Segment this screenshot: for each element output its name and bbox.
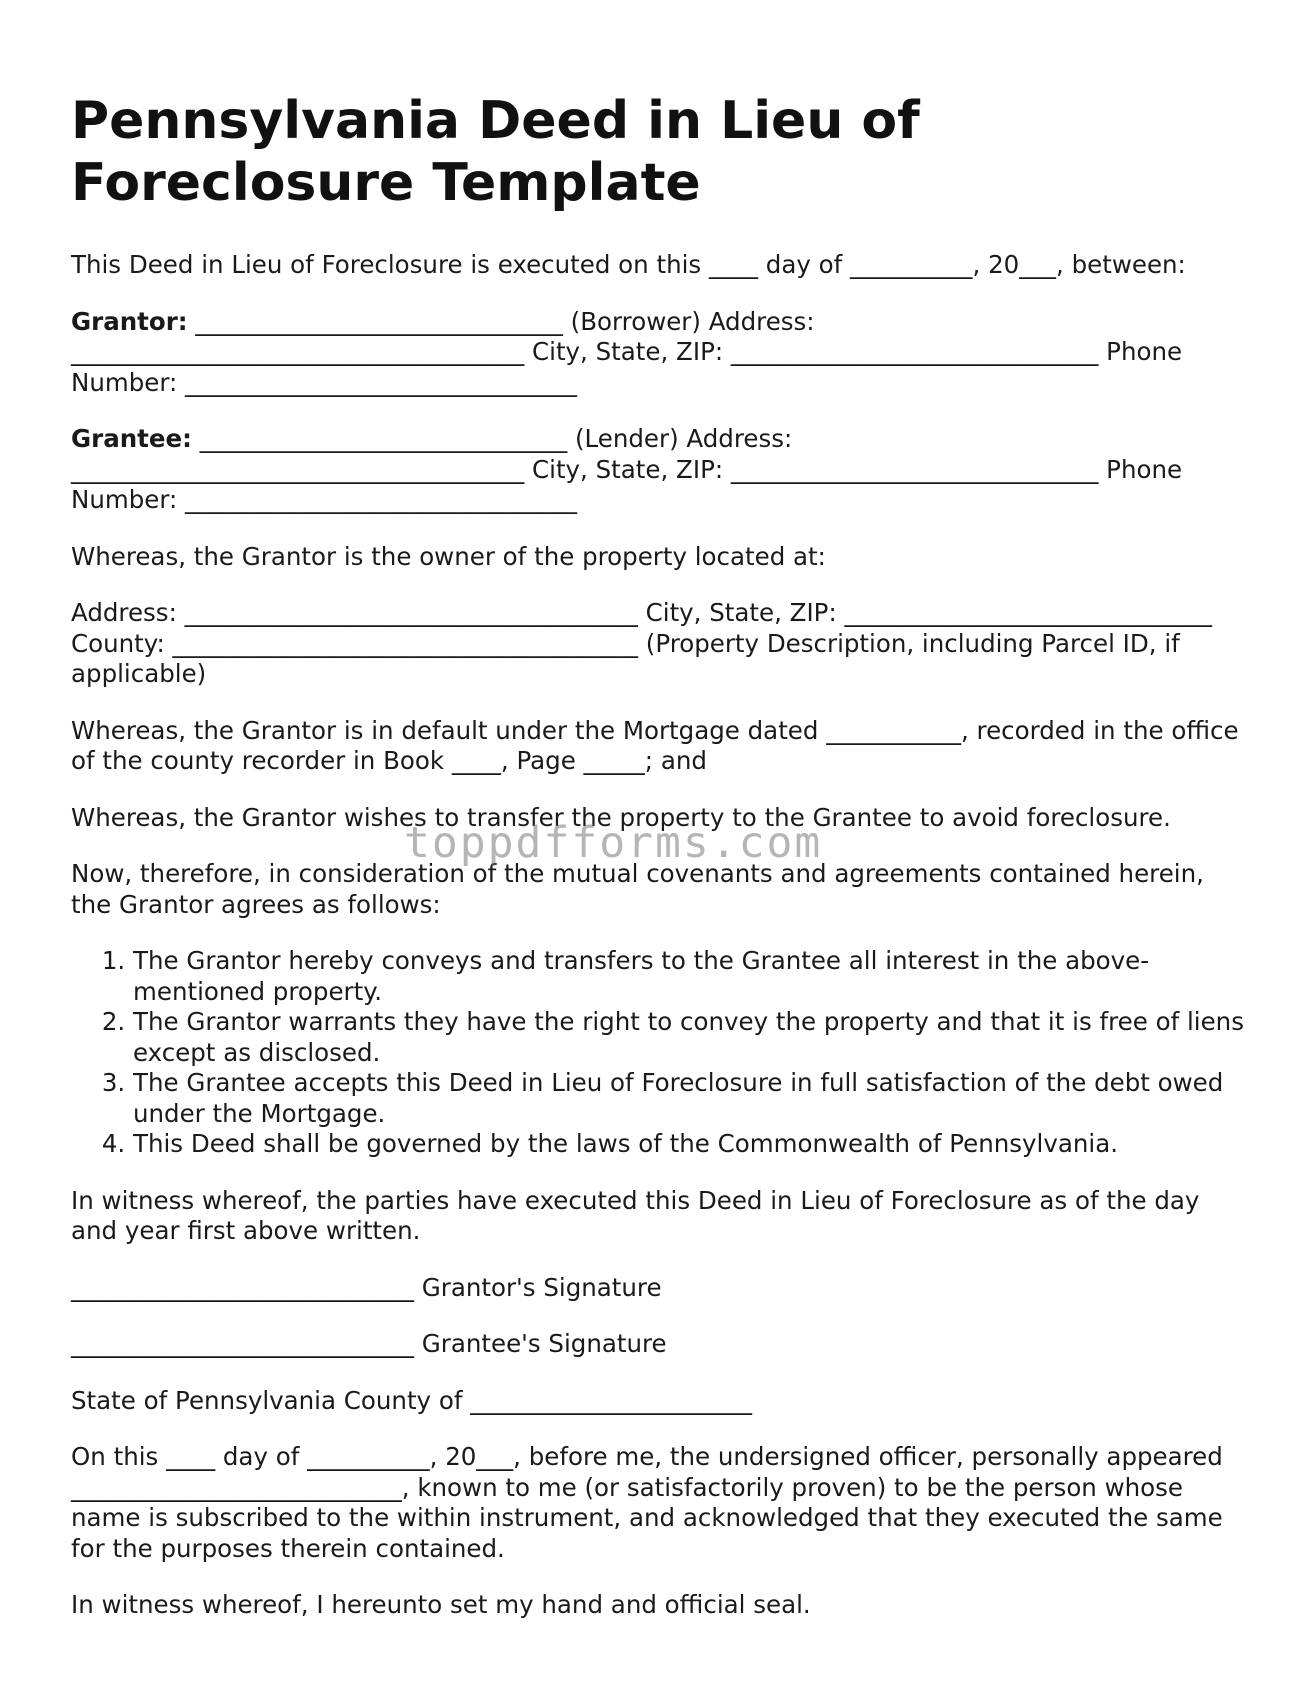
notary-paragraph: On this ____ day of __________, 20___, before me, the undersigned officer, personally appeared ___________________________, known to me (or satisfactorily proven) to be the person whose name is subscribed to the within instrument, and acknowledged that they executed the same for the purposes therein contained. [71, 1442, 1223, 1563]
intro-paragraph: This Deed in Lieu of Foreclosure is executed on this ____ day of __________, 20___, between: [71, 250, 1186, 279]
grantee-signature-line: ____________________________ Grantee's Signature [71, 1329, 667, 1358]
grantor-block [71, 307, 1251, 399]
witness-parties-paragraph: In witness whereof, the parties have executed this Deed in Lieu of Foreclosure as of the day and year first above written. [71, 1185, 1200, 1245]
whereas-default-paragraph: Whereas, the Grantor is in default under the Mortgage dated ___________, recorded in the office of the county recorder in Book ____, Page _____; and [71, 715, 1239, 775]
witness-seal-paragraph: In witness whereof, I hereunto set my hand and official seal. [71, 1590, 811, 1619]
whereas-owner-paragraph: Whereas, the Grantor is the owner of the property located at: [71, 541, 826, 571]
term-item: 4. This Deed shall be governed by the laws of the Commonwealth of Pennsylvania. [133, 1129, 1251, 1160]
property-paragraph: Address: _____________________________________ City, State, ZIP: ______________________________ County: ______________________________________ (Property Description, including Parcel ID, if applicable) [71, 598, 1212, 688]
watermark-text: toppdfforms.com [404, 818, 823, 868]
terms-list [71, 946, 1251, 1160]
whereas-transfer-paragraph: Whereas, the Grantor wishes to transfer the property to the Grantee to avoid foreclosure. [71, 802, 1171, 832]
term-item: 3. The Grantee accepts this Deed in Lieu of Foreclosure in full satisfaction of the debt owed under the Mortgage. [133, 1068, 1251, 1129]
term-item: 2. The Grantor warrants they have the right to convey the property and that it is free of liens except as disclosed. [133, 1007, 1251, 1068]
document-page [71, 90, 1251, 1647]
grantor-label: Grantor: [71, 306, 188, 336]
grantor-fields: ______________________________ (Borrower) Address: _____________________________________ City, State, ZIP: ______________________________ Phone Number: ________________________________ [71, 306, 1183, 397]
grantee-fields: ______________________________ (Lender) Address: _____________________________________ City, State, ZIP: ______________________________ Phone Number: ________________________________ [71, 424, 1183, 514]
grantor-signature-line: ____________________________ Grantor's Signature [71, 1272, 662, 1302]
document-title: Pennsylvania Deed in Lieu of Foreclosure Template [71, 91, 920, 213]
term-item: 1. The Grantor hereby conveys and transfers to the Grantee all interest in the above-mentioned property. [133, 946, 1251, 1007]
grantee-label: Grantee: [71, 424, 192, 453]
now-therefore-paragraph: Now, therefore, in consideration of the mutual covenants and agreements contained herein, the Grantor agrees as follows: [71, 859, 1204, 919]
grantee-block [71, 424, 1251, 516]
state-county-line: State of Pennsylvania County of _______________________ [71, 1385, 752, 1415]
